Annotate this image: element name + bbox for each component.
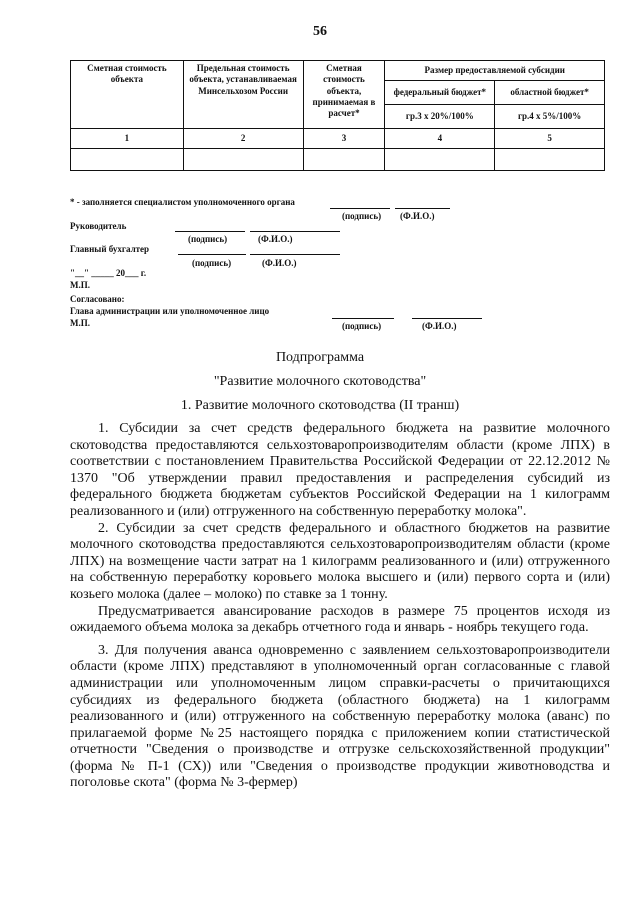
signature-line <box>330 208 390 209</box>
column-number: 1 <box>71 129 184 149</box>
header-limit-cost: Предельная стоимость объекта, устанавливаемая Минсельхозом России <box>183 61 303 129</box>
name-line <box>250 254 340 255</box>
stamp-label: М.П. <box>70 280 90 290</box>
name-caption: (Ф.И.О.) <box>258 234 293 244</box>
admin-label: Глава администрации или уполномоченное лицо <box>70 306 270 316</box>
name-line <box>395 208 450 209</box>
column-number: 5 <box>495 129 605 149</box>
signature-line <box>178 254 246 255</box>
formula-regional: гр.4 х 5%/100% <box>495 105 605 129</box>
signature-caption: (подпись) <box>342 321 382 331</box>
header-cost-in-calc: Сметная стоимость объекта, принимаемая в расчет* <box>303 61 385 129</box>
column-number: 3 <box>303 129 385 149</box>
empty-cell <box>183 149 303 171</box>
section-title: Подпрограмма <box>275 350 365 365</box>
empty-cell <box>303 149 385 171</box>
formula-federal: гр.3 х 20%/100% <box>385 105 495 129</box>
signature-caption: (подпись) <box>192 258 232 268</box>
section-subtitle: "Развитие молочного скотоводства" <box>213 374 427 389</box>
paragraph: 2. Субсидии за счет средств федерального и областного бюджетов на развитие молочного скотоводства предоставляются сельхозтоваропроизводителям области (кроме ЛПХ) на возмещение части затрат на 1 килограмм реализованного и (или) отгруженного на собственную переработку коровьего молока высшего и (или) первого сорта и (или) козьего молока (далее – молоко) по ставке за 1 тонну. <box>70 520 610 602</box>
header-estimated-cost: Сметная стоимость объекта <box>71 61 184 129</box>
body-text <box>70 421 610 792</box>
name-caption: (Ф.И.О.) <box>400 211 435 221</box>
name-line <box>250 231 340 232</box>
name-caption: (Ф.И.О.) <box>262 258 297 268</box>
date-field: "__" _____ 20___ г. <box>70 268 147 278</box>
signature-line <box>332 318 394 319</box>
empty-cell <box>495 149 605 171</box>
paragraph: Предусматривается авансирование расходов в размере 75 процентов исходя из ожидаемого объема молока за декабрь отчетного года и январь - ноябрь текущего года. <box>70 603 610 636</box>
column-number: 2 <box>183 129 303 149</box>
empty-cell <box>71 149 184 171</box>
head-label: Руководитель <box>70 221 127 231</box>
stamp-label: М.П. <box>70 318 90 328</box>
name-caption: (Ф.И.О.) <box>422 321 457 331</box>
header-regional-budget: областной бюджет* <box>495 81 605 105</box>
signature-line <box>175 231 245 232</box>
name-line <box>412 318 482 319</box>
paragraph: 1. Субсидии за счет средств федерального бюджета на развитие молочного скотоводства предоставляются сельхозтоваропроизводителям области (кроме ЛПХ) в соответствии с постановлением Правительства Российской Федерации от 22.12.2012 № 1370 "Об утверждении правил предоставления и распределения субсидий из федерального бюджета бюджетам субъектов Российской Федерации на 1 килограмм реализованного и (или) отгруженного на собственную переработку молока". <box>70 421 610 519</box>
agreed-label: Согласовано: <box>70 294 125 304</box>
accountant-label: Главный бухгалтер <box>70 244 150 254</box>
signature-caption: (подпись) <box>188 234 228 244</box>
footnote: * - заполняется специалистом уполномоченного органа <box>70 197 295 207</box>
paragraph: 3. Для получения аванса одновременно с заявлением сельхозтоваропроизводители области (кроме ЛПХ) представляют в уполномоченный орган согласованные с главой администрации или уполномоченным лицом справки-расчеты о причитающихся субсидиях из федерального бюджета (областного бюджета) на 1 килограмм реализованного и (или) отгруженного на собственную переработку молока (аванс) по прилагаемой форме №25 настоящего порядка с приложением копии статистической отчетности "Сведения о производстве и отгрузке сельскохозяйственной продукции" (форма № П-1 (СХ)) или "Сведения о производстве продукции животноводства и поголовье скота" (форма № 3-фермер) <box>70 642 610 791</box>
column-number: 4 <box>385 129 495 149</box>
section-heading: 1. Развитие молочного скотоводства (II транш) <box>180 398 460 413</box>
page-number: 56 <box>313 24 327 39</box>
signature-caption: (подпись) <box>342 211 382 221</box>
header-federal-budget: федеральный бюджет* <box>385 81 495 105</box>
empty-cell <box>385 149 495 171</box>
subsidy-table <box>70 60 605 171</box>
header-subsidy-size: Размер предоставляемой субсидии <box>385 61 605 81</box>
